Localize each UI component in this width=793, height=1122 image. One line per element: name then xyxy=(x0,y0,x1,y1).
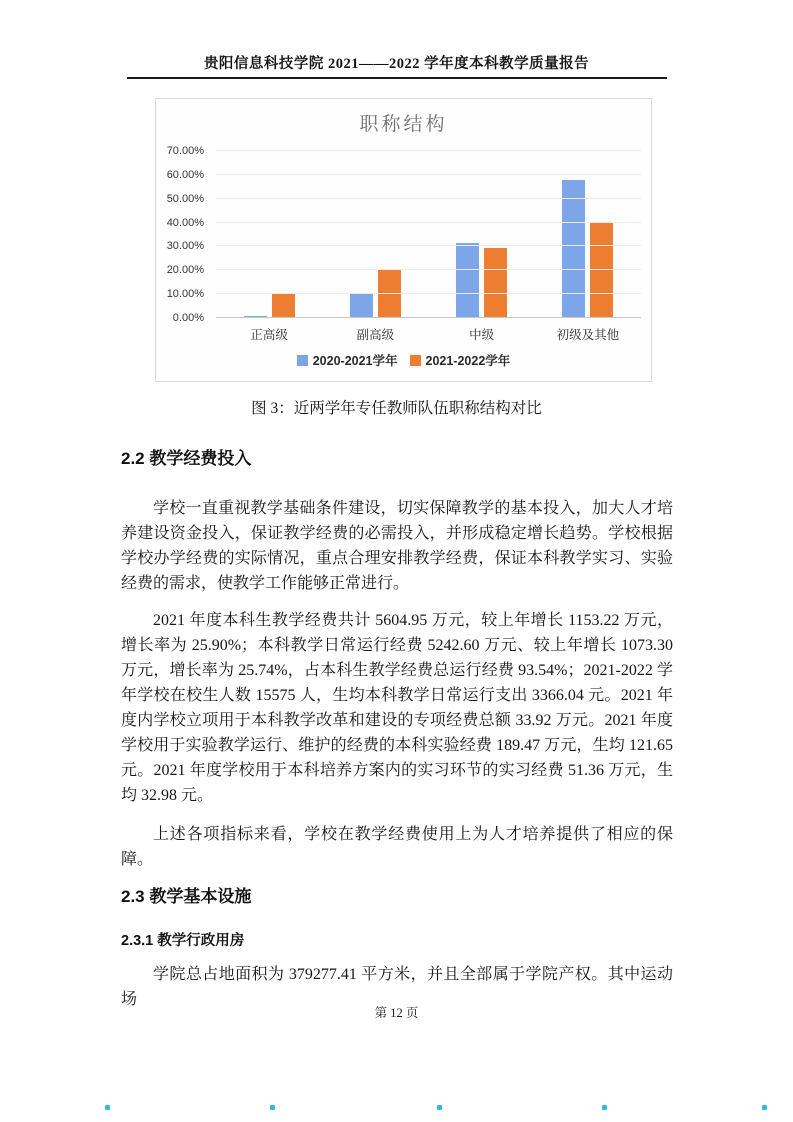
page-number: 第 12 页 xyxy=(374,1006,419,1020)
legend-label: 2021-2022学年 xyxy=(425,354,511,368)
gridline xyxy=(216,269,641,270)
bar-series0-cat2 xyxy=(456,243,479,318)
bar-series1-cat0 xyxy=(272,294,295,318)
section-heading-2-3-1: 2.3.1 教学行政用房 xyxy=(121,933,245,949)
x-category-label-3: 初级及其他 xyxy=(556,328,620,342)
chart-title: 职称结构 xyxy=(359,114,448,135)
bar-chart-figure xyxy=(155,98,652,382)
x-category-label-1: 副高级 xyxy=(356,328,395,342)
y-tick-label: 10.00% xyxy=(166,288,204,301)
scan-artifact-mark xyxy=(270,1105,275,1110)
bar-series1-cat2 xyxy=(484,248,507,318)
chart-legend xyxy=(156,351,651,369)
chart-x-labels xyxy=(216,325,641,343)
header-title: 贵阳信息科技学院 2021——2022 学年度本科教学质量报告 xyxy=(203,56,590,72)
section-heading-2-3: 2.3 教学基本设施 xyxy=(121,887,252,906)
section-heading-2-2: 2.2 教学经费投入 xyxy=(121,449,252,468)
scan-artifact-mark xyxy=(437,1105,442,1110)
figure-caption: 图 3：近两学年专任教师队伍职称结构对比 xyxy=(251,400,542,417)
gridline xyxy=(216,150,641,151)
y-tick-label: 0.00% xyxy=(172,312,204,324)
y-tick-label: 60.00% xyxy=(166,168,204,181)
scan-artifact-mark xyxy=(762,1105,767,1110)
x-category-label-2: 中级 xyxy=(469,328,495,342)
header-rule xyxy=(127,77,667,79)
y-tick-label: 40.00% xyxy=(166,216,204,229)
scan-artifact-mark xyxy=(602,1105,607,1110)
legend-item-0 xyxy=(297,351,398,369)
gridline xyxy=(216,317,641,318)
paragraph-campus-area: 学院总占地面积为 379277.41 平方米，并且全部属于学院产权。其中运动场 xyxy=(121,966,673,1008)
bar-series0-cat1 xyxy=(350,294,373,318)
legend-swatch-icon xyxy=(410,355,421,366)
gridline xyxy=(216,222,641,223)
legend-item-1 xyxy=(410,351,511,369)
y-tick-label: 20.00% xyxy=(166,264,204,277)
gridline xyxy=(216,245,641,246)
gridline xyxy=(216,293,641,294)
gridline xyxy=(216,174,641,175)
paragraph-funding-figures: 2021 年度本科生教学经费共计 5604.95 万元，较上年增长 1153.22 万元，增长率为 25.90%；本科教学日常运行经费 5242.60 万元、较上年增长 1073.30 万元，增长率为 25.74%，占本科生教学经费总运行经费 93.54%；2021-2022 学年学校在校生人数 15575 人，生均本科教学日常运行支出 3366.04 元。2021 年度内学校立项用于本科教学改革和建设的专项经费总额 33.92 万元。2021 年度学校用于实验教学运行、维护的经费的本科实验经费 189.47 万元，生均 121.65 元。2021 年度学校用于本科培养方案内的实习环节的实习经费 51.36 万元，生均 32.98 元。 xyxy=(121,612,673,804)
paragraph-funding-intro: 学校一直重视教学基础条件建设，切实保障教学的基本投入，加大人才培养建设资金投入，保证教学经费的必需投入，并形成稳定增长趋势。学校根据学校办学经费的实际情况，重点合理安排教学经费，保证本科教学实习、实验经费的需求，使教学工作能够正常进行。 xyxy=(121,500,673,592)
bar-series0-cat3 xyxy=(562,180,585,318)
y-tick-label: 70.00% xyxy=(166,145,204,157)
y-tick-label: 30.00% xyxy=(166,240,204,253)
paragraph-funding-summary: 上述各项指标来看，学校在教学经费使用上为人才培养提供了相应的保障。 xyxy=(121,826,673,868)
chart-y-axis xyxy=(156,145,212,324)
chart-plot xyxy=(216,151,641,318)
legend-swatch-icon xyxy=(297,355,308,366)
scan-artifact-mark xyxy=(105,1105,110,1110)
legend-label: 2020-2021学年 xyxy=(312,354,398,368)
x-category-label-0: 正高级 xyxy=(250,328,288,342)
gridline xyxy=(216,198,641,199)
y-tick-label: 50.00% xyxy=(166,192,204,205)
